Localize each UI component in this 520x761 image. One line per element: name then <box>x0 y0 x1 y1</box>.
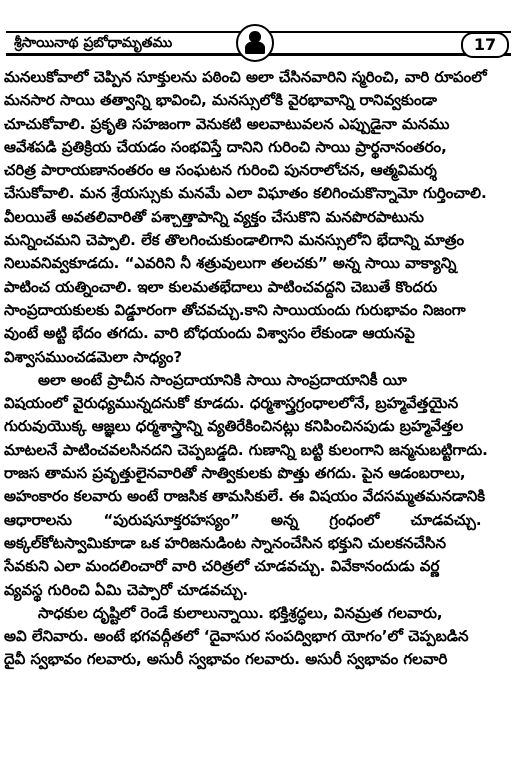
text-line: చేసుకోవాలి. మన శ్రేయస్సుకు మనమే ఎలా విఘాతం కలిగించుకొన్నామో గుర్తించాలి. <box>4 184 487 203</box>
text-line: వీలయితే అవతలివారితో పశ్చాత్తాపాన్ని వ్యక్తం చేసుకొని మనపొరపాటును <box>4 207 424 226</box>
text-line: విషయంలో వైరుధ్యమున్నదనుకో కూడదు. ధర్మశాస్త్రగ్రంధాలలోనే, బ్రహ్మవేత్తయైన <box>4 394 459 413</box>
text-line: అహంకారం కలవారు అంటే రాజసిక తామసికులే. ఈ విషయం వేదసమ్మతమనడానికి <box>4 487 486 506</box>
text-line: వ్యవస్థ గురించి ఏమి చెప్పారో చూడవచ్చు. <box>4 580 249 599</box>
text-line: మనసార సాయి తత్వాన్ని భావించి, మనస్సులోకి వైరభావాన్ని రానివ్వకుండా <box>4 91 437 110</box>
page-header <box>6 24 511 64</box>
text-line: అవి లేనివారు. అంటే భగవద్గీతలో ‘దైవాసుర సంపద్విభాగ యోగం’లో చెప్పబడిన <box>4 627 469 646</box>
text-line: ఆవేశపడి ప్రతిక్రియ చేయడం సంభవిస్తే దానిని గురించి సాయి ప్రార్థనానంతరం, <box>4 137 447 156</box>
sai-baba-emblem-icon <box>236 24 274 62</box>
text-line: వుంటే అట్టి భేదం తగదు. వారి బోధయందు విశ్వాసం లేకుండా ఆయనపై <box>4 324 415 343</box>
text-line: మన్నించమని చెప్పాలి. లేక తొలగించుకుండాలిగాని మనస్సులోని భేదాన్ని మాత్రం <box>4 231 465 250</box>
text-line: రాజస తామస ప్రవృత్తులైనవారితో సాత్వికులకు పొత్తు తగదు. పైన ఆడంబరాలు, <box>4 464 466 483</box>
text-line: నిలువనివ్వకూడదు. “ఎవరిని నీ శత్రువులుగా తలచకు” అన్న సాయి వాక్యాన్ని <box>4 254 457 273</box>
text-line: గురువుయొక్క ఆజ్ఞలు ధర్మశాస్త్రాన్ని వ్యతిరేకించినట్లు కనిపించినపుడు బ్రహ్మవేత్తల <box>4 417 464 436</box>
text-line: ఆధారాలను “పురుషసూక్తరహస్యం” అన్న గ్రంధంలో చూడవచ్చు. <box>4 510 482 529</box>
text-line: మనలుకోవాలో చెప్పిన సూక్తులను పఠించి అలా చేసినవారిని స్మరించి, వారి రూపంలో <box>4 68 487 86</box>
running-title: శ్రీసాయినాథ ప్రబోధామృతము <box>12 33 178 53</box>
text-line: సాంప్రదాయకులకు విడ్డూరంగా తోచవచ్చు.కాని సాయియందు గురుభావం నిజంగా <box>4 300 466 319</box>
body-text <box>4 66 514 672</box>
paragraph-start-line: సాధకుల దృష్టిలో రెండే కులాలున్నాయి. భక్తిశ్రద్ధలు, వినమ్రత గలవారు, <box>38 603 443 622</box>
paragraph-start-line: అలా అంటే ప్రాచీన సాంప్రదాయానికి సాయి సాంప్రదాయానికీ యీ <box>38 370 407 389</box>
text-line: దైవీ స్వభావం గలవారు, అసురీ స్వభావం గలవారు. అసురీ స్వభావం గలవారి <box>4 650 448 669</box>
text-line: పాటించ యత్నించాలి. ఇలా కులమతభేదాలు పాటించవద్దని చెబుతే కొందరు <box>4 277 438 296</box>
text-line: మాటలనే పాటించవలసినదని చెప్పబడ్డది. గుణాన్ని బట్టి కులంగాని జన్మనుబట్టిగాదు. <box>4 440 488 459</box>
text-line: చరిత్ర పారాయణానంతరం ఆ సంఘటన గురించి పునరాలోచన, ఆత్మవిమర్శ <box>4 161 437 180</box>
text-line: సేవకుని ఎలా మందలించారో వారి చరిత్రలో చూడవచ్చు. వివేకానందుడు వర్ణ <box>4 557 440 576</box>
page-number: 17 <box>461 32 509 58</box>
text-line: అక్కల్‌కోటస్వామికూడా ఒక హరిజనుడింట స్నానంచేసిన భక్తుని చులకనచేసిన <box>4 533 446 552</box>
text-line: చూచుకోవాలి. ప్రకృతి సహజంగా వెనుకటి అలవాటువలన ఎప్పుడైనా మనము <box>4 114 450 133</box>
text-line: విశ్వాసముంచడమెలా సాధ్యం? <box>4 347 183 366</box>
